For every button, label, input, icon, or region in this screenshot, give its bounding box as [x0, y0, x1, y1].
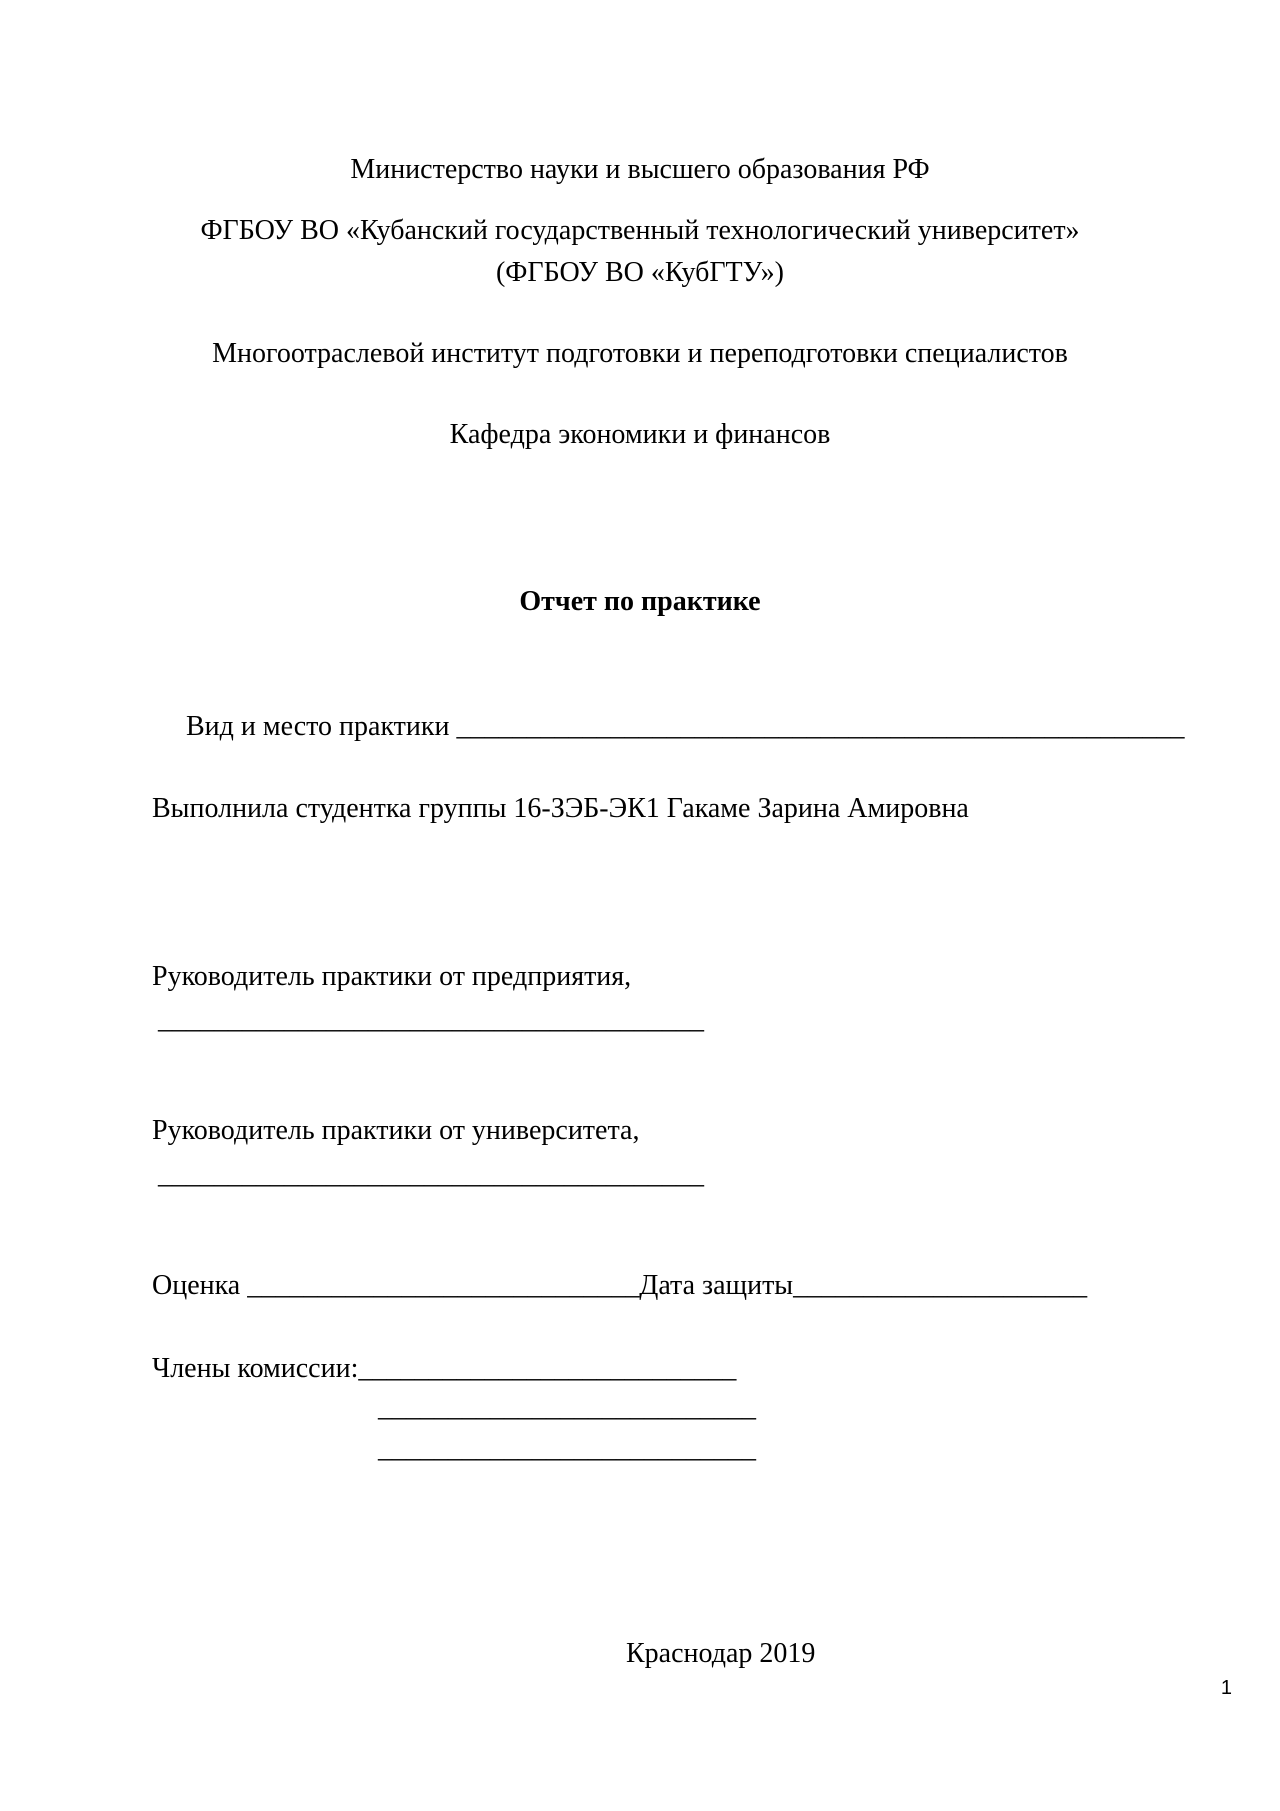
practice-type-place-field: Вид и место практики ____________________________________________________ [186, 711, 1185, 742]
report-title: Отчет по практике [519, 586, 761, 617]
institute-name: Многоотраслевой институт подготовки и переподготовки специалистов [212, 338, 1068, 369]
enterprise-supervisor-signature-line: _______________________________________ [158, 1004, 704, 1035]
page-number: 1 [1220, 1677, 1232, 1699]
city-year: Краснодар 2019 [626, 1638, 816, 1669]
student-line: Выполнила студентка группы 16-ЗЭБ-ЭК1 Гакаме Зарина Амировна [152, 793, 969, 824]
university-supervisor-signature-line: _______________________________________ [158, 1159, 704, 1190]
commission-members-line: Члены комиссии:___________________________ [152, 1353, 737, 1384]
commission-signature-line-2: ___________________________ [378, 1392, 756, 1423]
university-short-name: (ФГБОУ ВО «КубГТУ») [495, 257, 784, 288]
university-full-name: ФГБОУ ВО «Кубанский государственный технологический университет» [200, 215, 1080, 246]
university-supervisor-label: Руководитель практики от университета, [152, 1115, 640, 1146]
ministry-line: Министерство науки и высшего образования РФ [350, 154, 930, 185]
enterprise-supervisor-label: Руководитель практики от предприятия, [152, 961, 632, 992]
commission-signature-line-3: ___________________________ [378, 1433, 756, 1464]
department-name: Кафедра экономики и финансов [449, 419, 831, 450]
grade-and-defense-date-line: Оценка ____________________________Дата защиты_____________________ [152, 1270, 1088, 1301]
